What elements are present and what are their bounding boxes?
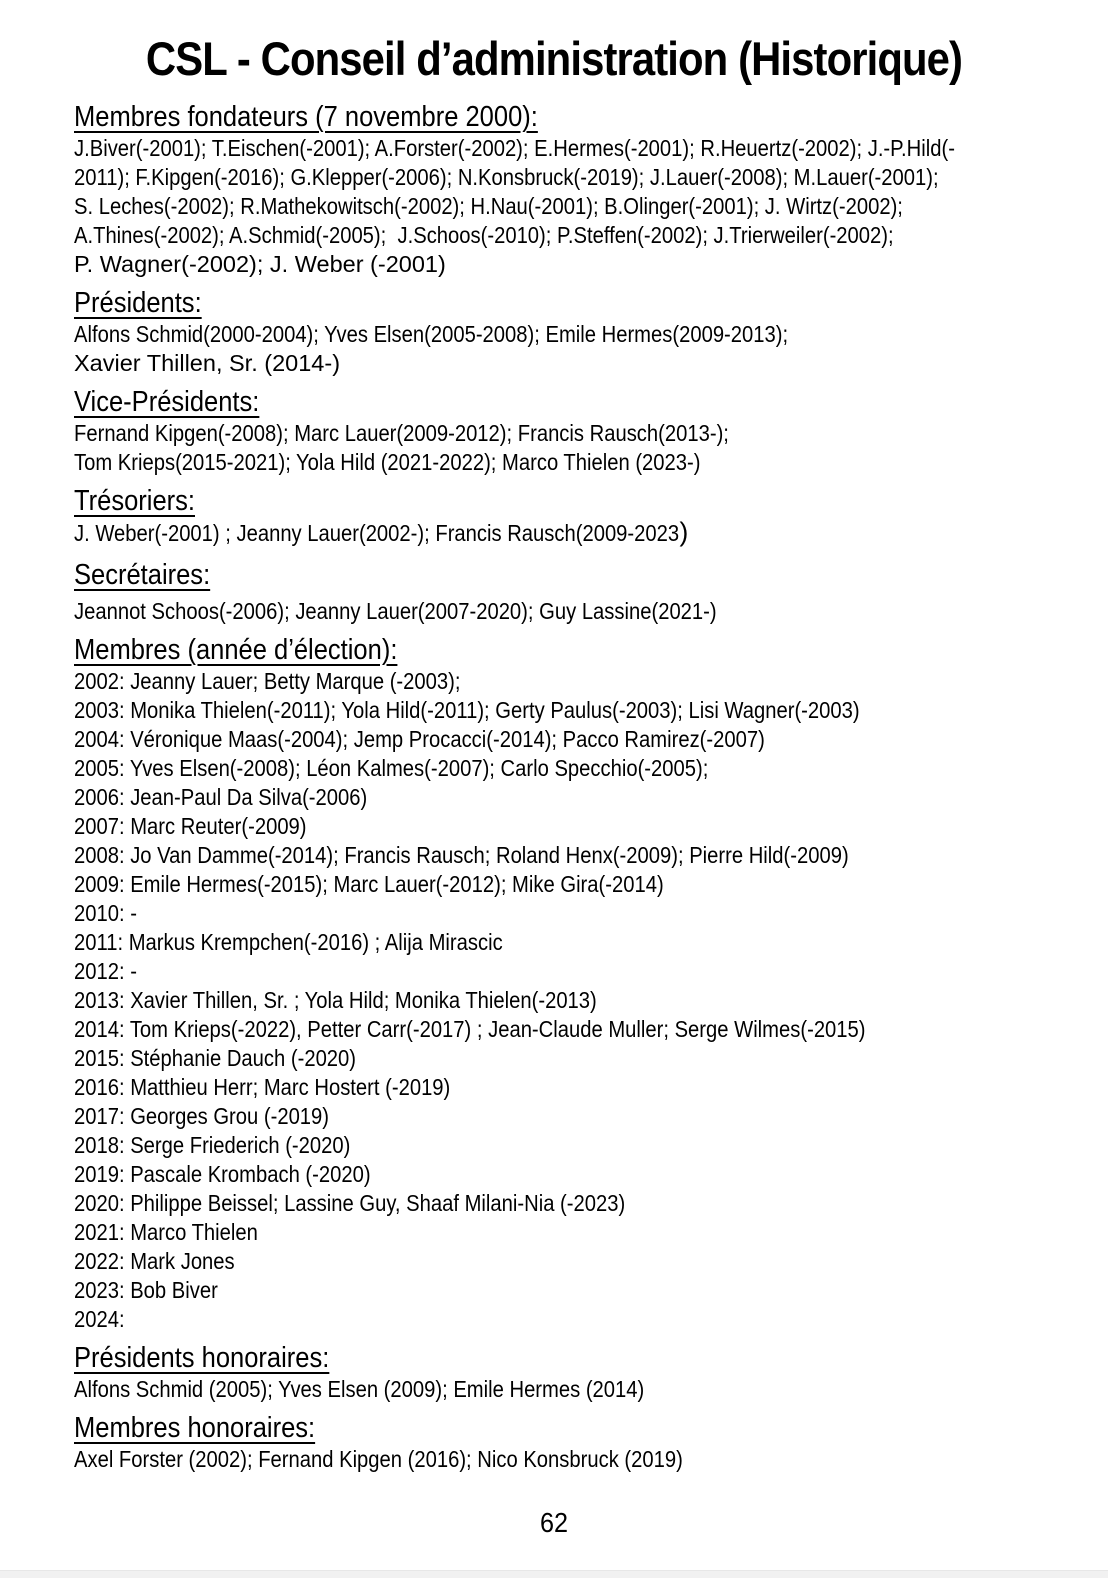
closing-paren: ) bbox=[679, 517, 688, 547]
section-membres-annee-election bbox=[74, 635, 1034, 1334]
section-presidents bbox=[74, 288, 1034, 378]
section-body bbox=[74, 134, 1034, 279]
text-line: Alfons Schmid (2005); Yves Elsen (2009); Emile Hermes (2014) bbox=[74, 1376, 645, 1402]
text-line: 2011: Markus Krempchen(-2016) ; Alija Mirascic bbox=[74, 929, 503, 955]
text-line: Tom Krieps(2015-2021); Yola Hild (2021-2022); Marco Thielen (2023-) bbox=[74, 449, 701, 475]
section-body bbox=[74, 667, 1034, 1334]
page-bottom-edge bbox=[0, 1570, 1108, 1578]
text-line: Jeannot Schoos(-2006); Jeanny Lauer(2007-2020); Guy Lassine(2021-) bbox=[74, 598, 717, 624]
text-line: Xavier Thillen, Sr. (2014-) bbox=[74, 350, 341, 376]
section-body bbox=[74, 1445, 1034, 1474]
text-line: 2012: - bbox=[74, 958, 137, 984]
section-heading-membres-annee-election: Membres (année d’élection): bbox=[74, 634, 398, 666]
text-line: 2024: bbox=[74, 1306, 125, 1332]
text-line: 2019: Pascale Krombach (-2020) bbox=[74, 1161, 371, 1187]
text-line: 2020: Philippe Beissel; Lassine Guy, Shaaf Milani-Nia (-2023) bbox=[74, 1190, 626, 1216]
text-line bbox=[74, 518, 900, 548]
text-line: 2016: Matthieu Herr; Marc Hostert (-2019) bbox=[74, 1074, 451, 1100]
section-presidents-honoraires bbox=[74, 1343, 1034, 1404]
text-line: 2004: Véronique Maas(-2004); Jemp Procacci(-2014); Pacco Ramirez(-2007) bbox=[74, 726, 765, 752]
section-body bbox=[74, 419, 1034, 477]
text-line: 2013: Xavier Thillen, Sr. ; Yola Hild; Monika Thielen(-2013) bbox=[74, 987, 597, 1013]
text-line: 2023: Bob Biver bbox=[74, 1277, 218, 1303]
text-line: 2021: Marco Thielen bbox=[74, 1219, 258, 1245]
text-line: 2022: Mark Jones bbox=[74, 1248, 235, 1274]
text-line: Axel Forster (2002); Fernand Kipgen (2016); Nico Konsbruck (2019) bbox=[74, 1446, 683, 1472]
text-line: 2008: Jo Van Damme(-2014); Francis Rausch; Roland Henx(-2009); Pierre Hild(-2009) bbox=[74, 842, 849, 868]
page-number: 62 bbox=[539, 1507, 569, 1538]
section-tresoriers bbox=[74, 486, 1034, 548]
text-line: 2002: Jeanny Lauer; Betty Marque (-2003); bbox=[74, 668, 461, 694]
section-body bbox=[74, 320, 1034, 378]
text-line: 2018: Serge Friederich (-2020) bbox=[74, 1132, 351, 1158]
section-heading-membres-fondateurs: Membres fondateurs (7 novembre 2000): bbox=[74, 101, 538, 133]
page-title: CSL - Conseil d’administration (Historique) bbox=[145, 32, 963, 85]
text-line: Alfons Schmid(2000-2004); Yves Elsen(2005-2008); Emile Hermes(2009-2013); bbox=[74, 321, 789, 347]
section-body bbox=[74, 597, 1034, 626]
text-line: 2010: - bbox=[74, 900, 137, 926]
section-heading-membres-honoraires: Membres honoraires: bbox=[74, 1412, 316, 1444]
section-heading-tresoriers: Trésoriers: bbox=[74, 485, 195, 517]
section-heading-presidents: Présidents: bbox=[74, 287, 202, 319]
text-line: 2005: Yves Elsen(-2008); Léon Kalmes(-2007); Carlo Specchio(-2005); bbox=[74, 755, 709, 781]
section-heading-secretaires: Secrétaires: bbox=[74, 559, 211, 591]
text-line: 2003: Monika Thielen(-2011); Yola Hild(-2011); Gerty Paulus(-2003); Lisi Wagner(-2003) bbox=[74, 697, 860, 723]
section-body bbox=[74, 518, 1034, 548]
text-line: 2009: Emile Hermes(-2015); Marc Lauer(-2012); Mike Gira(-2014) bbox=[74, 871, 664, 897]
text-line: Fernand Kipgen(-2008); Marc Lauer(2009-2012); Francis Rausch(2013-); bbox=[74, 420, 729, 446]
text-line: A.Thines(-2002); A.Schmid(-2005); J.Schoos(-2010); P.Steffen(-2002); J.Trierweiler(-2002); bbox=[74, 222, 894, 248]
text-line: 2014: Tom Krieps(-2022), Petter Carr(-2017) ; Jean-Claude Muller; Serge Wilmes(-2015) bbox=[74, 1016, 866, 1042]
text-line: 2015: Stéphanie Dauch (-2020) bbox=[74, 1045, 357, 1071]
section-secretaires bbox=[74, 560, 1034, 626]
section-body bbox=[74, 1375, 1034, 1404]
section-vice-presidents bbox=[74, 387, 1034, 477]
section-heading-presidents-honoraires: Présidents honoraires: bbox=[74, 1342, 330, 1374]
text-segment: J. Weber(-2001) ; Jeanny Lauer(2002-); Francis Rausch(2009-2023 bbox=[74, 520, 680, 546]
section-membres-fondateurs bbox=[74, 102, 1034, 279]
section-membres-honoraires bbox=[74, 1413, 1034, 1474]
text-line: S. Leches(-2002); R.Mathekowitsch(-2002); H.Nau(-2001); B.Olinger(-2001); J. Wirtz(-2002); bbox=[74, 193, 903, 219]
text-line: 2017: Georges Grou (-2019) bbox=[74, 1103, 330, 1129]
text-line: J.Biver(-2001); T.Eischen(-2001); A.Forster(-2002); E.Hermes(-2001); R.Heuertz(-2002); J.-P.Hild(- bbox=[74, 135, 955, 161]
text-line: 2011); F.Kipgen(-2016); G.Klepper(-2006); N.Konsbruck(-2019); J.Lauer(-2008); M.Lauer(-2001); bbox=[74, 164, 939, 190]
text-line: P. Wagner(-2002); J. Weber (-2001) bbox=[74, 251, 446, 277]
section-heading-vice-presidents: Vice-Présidents: bbox=[74, 386, 260, 418]
text-line: 2006: Jean-Paul Da Silva(-2006) bbox=[74, 784, 368, 810]
text-line: 2007: Marc Reuter(-2009) bbox=[74, 813, 307, 839]
